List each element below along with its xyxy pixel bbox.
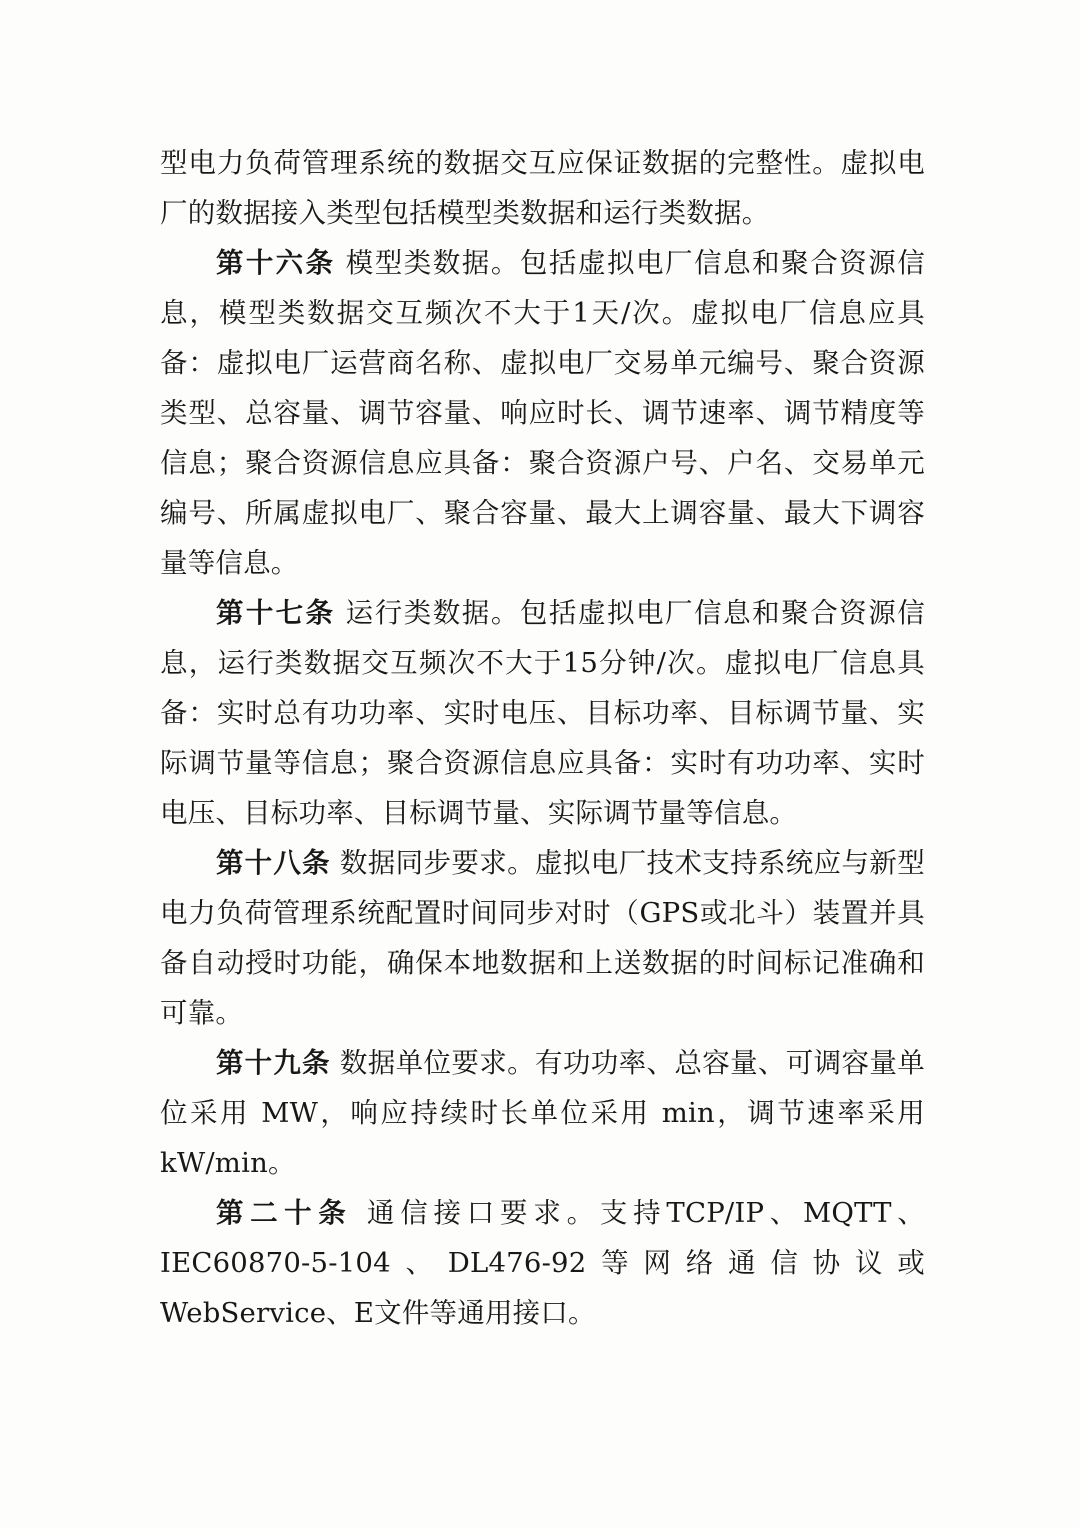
paragraph-article-16 [160, 238, 925, 588]
paragraph-text: 数据同步要求。虚拟电厂技术支持系统应与新型电力负荷管理系统配置时间同步对时（GPS或北斗）装置并具备自动授时功能，确保本地数据和上送数据的时间标记准确和可靠。 [160, 847, 925, 1029]
paragraph-text: 模型类数据。包括虚拟电厂信息和聚合资源信息，模型类数据交互频次不大于1天/次。虚拟电厂信息应具备：虚拟电厂运营商名称、虚拟电厂交易单元编号、聚合资源类型、总容量、调节容量、响应时长、调节速率、调节精度等信息；聚合资源信息应具备：聚合资源户号、户名、交易单元编号、所属虚拟电厂、聚合容量、最大上调容量、最大下调容量等信息。 [160, 247, 926, 579]
paragraph-text: 运行类数据。包括虚拟电厂信息和聚合资源信息，运行类数据交互频次不大于15分钟/次。虚拟电厂信息具备：实时总有功功率、实时电压、目标功率、目标调节量、实际调节量等信息；聚合资源信息应具备：实时有功功率、实时电压、目标功率、目标调节量、实际调节量等信息。 [160, 597, 926, 829]
article-label-16: 第十六条 [216, 247, 336, 279]
paragraph-article-20 [160, 1188, 925, 1338]
paragraph-continuation [160, 138, 925, 238]
document-body [160, 138, 925, 1338]
paragraph-text: 数据单位要求。有功功率、总容量、可调容量单位采用 MW，响应持续时长单位采用 min，调节速率采用 kW/min。 [160, 1047, 925, 1179]
paragraph-text: 型电力负荷管理系统的数据交互应保证数据的完整性。虚拟电厂的数据接入类型包括模型类数据和运行类数据。 [160, 147, 925, 229]
article-label-18: 第十八条 [216, 847, 331, 879]
article-label-20: 第二十条 [216, 1197, 353, 1229]
paragraph-article-17 [160, 588, 925, 838]
paragraph-text: 通信接口要求。支持TCP/IP、MQTT、IEC60870-5-104、DL476-92等网络通信协议或WebService、E文件等通用接口。 [160, 1197, 925, 1329]
article-label-17: 第十七条 [216, 597, 336, 629]
paragraph-article-18 [160, 838, 925, 1038]
article-label-19: 第十九条 [216, 1047, 331, 1079]
paragraph-article-19 [160, 1038, 925, 1188]
